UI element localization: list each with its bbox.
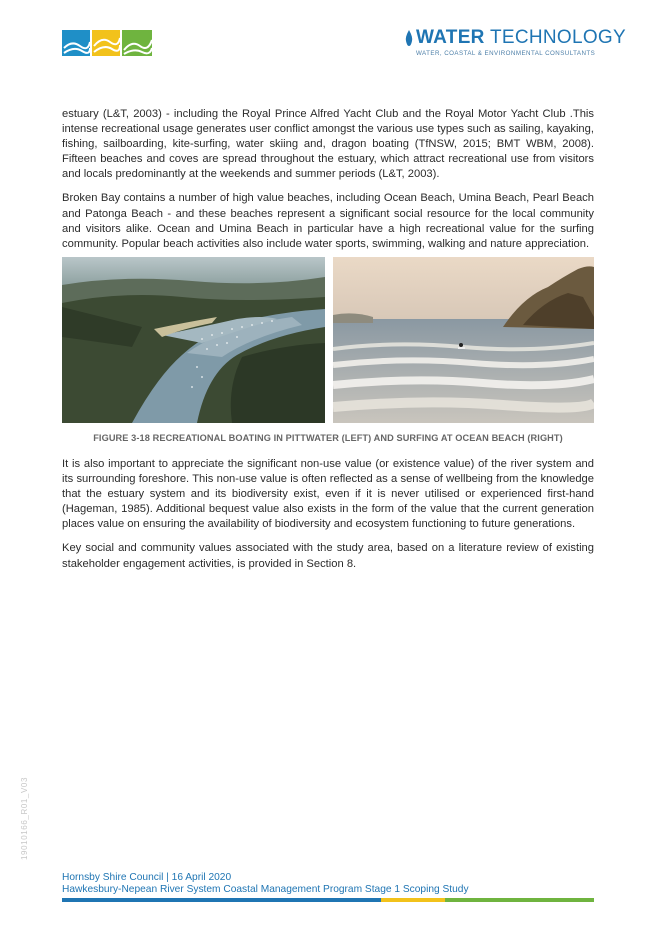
footer-bar-blue <box>62 898 381 902</box>
page-footer <box>62 872 469 896</box>
brand-block <box>416 27 626 57</box>
paragraph: Key social and community values associated with the study area, based on a literature review of existing stakeholder engagement activities, is provided in Section 8. <box>62 542 594 570</box>
figure-3-18 <box>62 257 594 423</box>
brand-name <box>416 27 626 48</box>
water-drop-icon <box>404 28 414 48</box>
footer-color-bar <box>62 898 594 902</box>
paragraph: Broken Bay contains a number of high value beaches, including Ocean Beach, Umina Beach, Pearl Beach and Patonga Beach - and these beaches represent a significant social resource for the local community and visitors alike. Ocean and Umina Beach in particular have a high recreational value for the surfing community. Popular beach activities also include water sports, swimming, walking and nature appreciation. <box>62 192 594 250</box>
council-logo <box>62 28 154 58</box>
footer-project-title: Hawkesbury-Nepean River System Coastal Management Program Stage 1 Scoping Study <box>62 884 469 896</box>
brand-name-bold: WATER <box>416 27 485 48</box>
paragraph: estuary (L&T, 2003) - including the Royal Prince Alfred Yacht Club and the Royal Motor Yacht Club .This intense recreational usage generates user conflict amongst the various use types such as sailing, kayaking, fishing, sailboarding, kite-surfing, water skiing and, dragon boating (TfNSW, 2015; BMT WBM, 2008). Fifteen beaches and coves are spread throughout the estuary, which attract recreational use from visitors and locals predominantly at the weekends and summer periods (L&T, 2003). <box>62 108 594 181</box>
paragraph: It is also important to appreciate the significant non-use value (or existence value) of the river system and its surrounding foreshore. This non-use value is often reflected as a sense of wellbeing from the knowledge that the estuary system and its biodiversity exist, even if it is never utilised or experienced first-hand (Hageman, 1985). Additional bequest value also exists in the form of the value that the current generation places value on ensuring the availability of biodiversity and ecosystem functioning to future generations. <box>62 458 594 531</box>
footer-bar-yellow <box>381 898 445 902</box>
footer-client-date: Hornsby Shire Council | 16 April 2020 <box>62 872 232 883</box>
water-technology-logo <box>404 27 626 60</box>
body-text <box>62 107 594 261</box>
body-text-continued <box>62 457 594 581</box>
brand-name-light: TECHNOLOGY <box>489 27 626 48</box>
pittwater-aerial-photo <box>62 257 325 423</box>
ocean-beach-surfing-photo <box>333 257 594 423</box>
brand-tagline: WATER, COASTAL & ENVIRONMENTAL CONSULTANTS <box>416 50 596 57</box>
document-reference: 19010166_R01_V03 <box>20 776 29 860</box>
figure-caption: FIGURE 3-18 RECREATIONAL BOATING IN PITTWATER (LEFT) AND SURFING AT OCEAN BEACH (RIGHT) <box>93 433 563 443</box>
footer-bar-green <box>445 898 594 902</box>
